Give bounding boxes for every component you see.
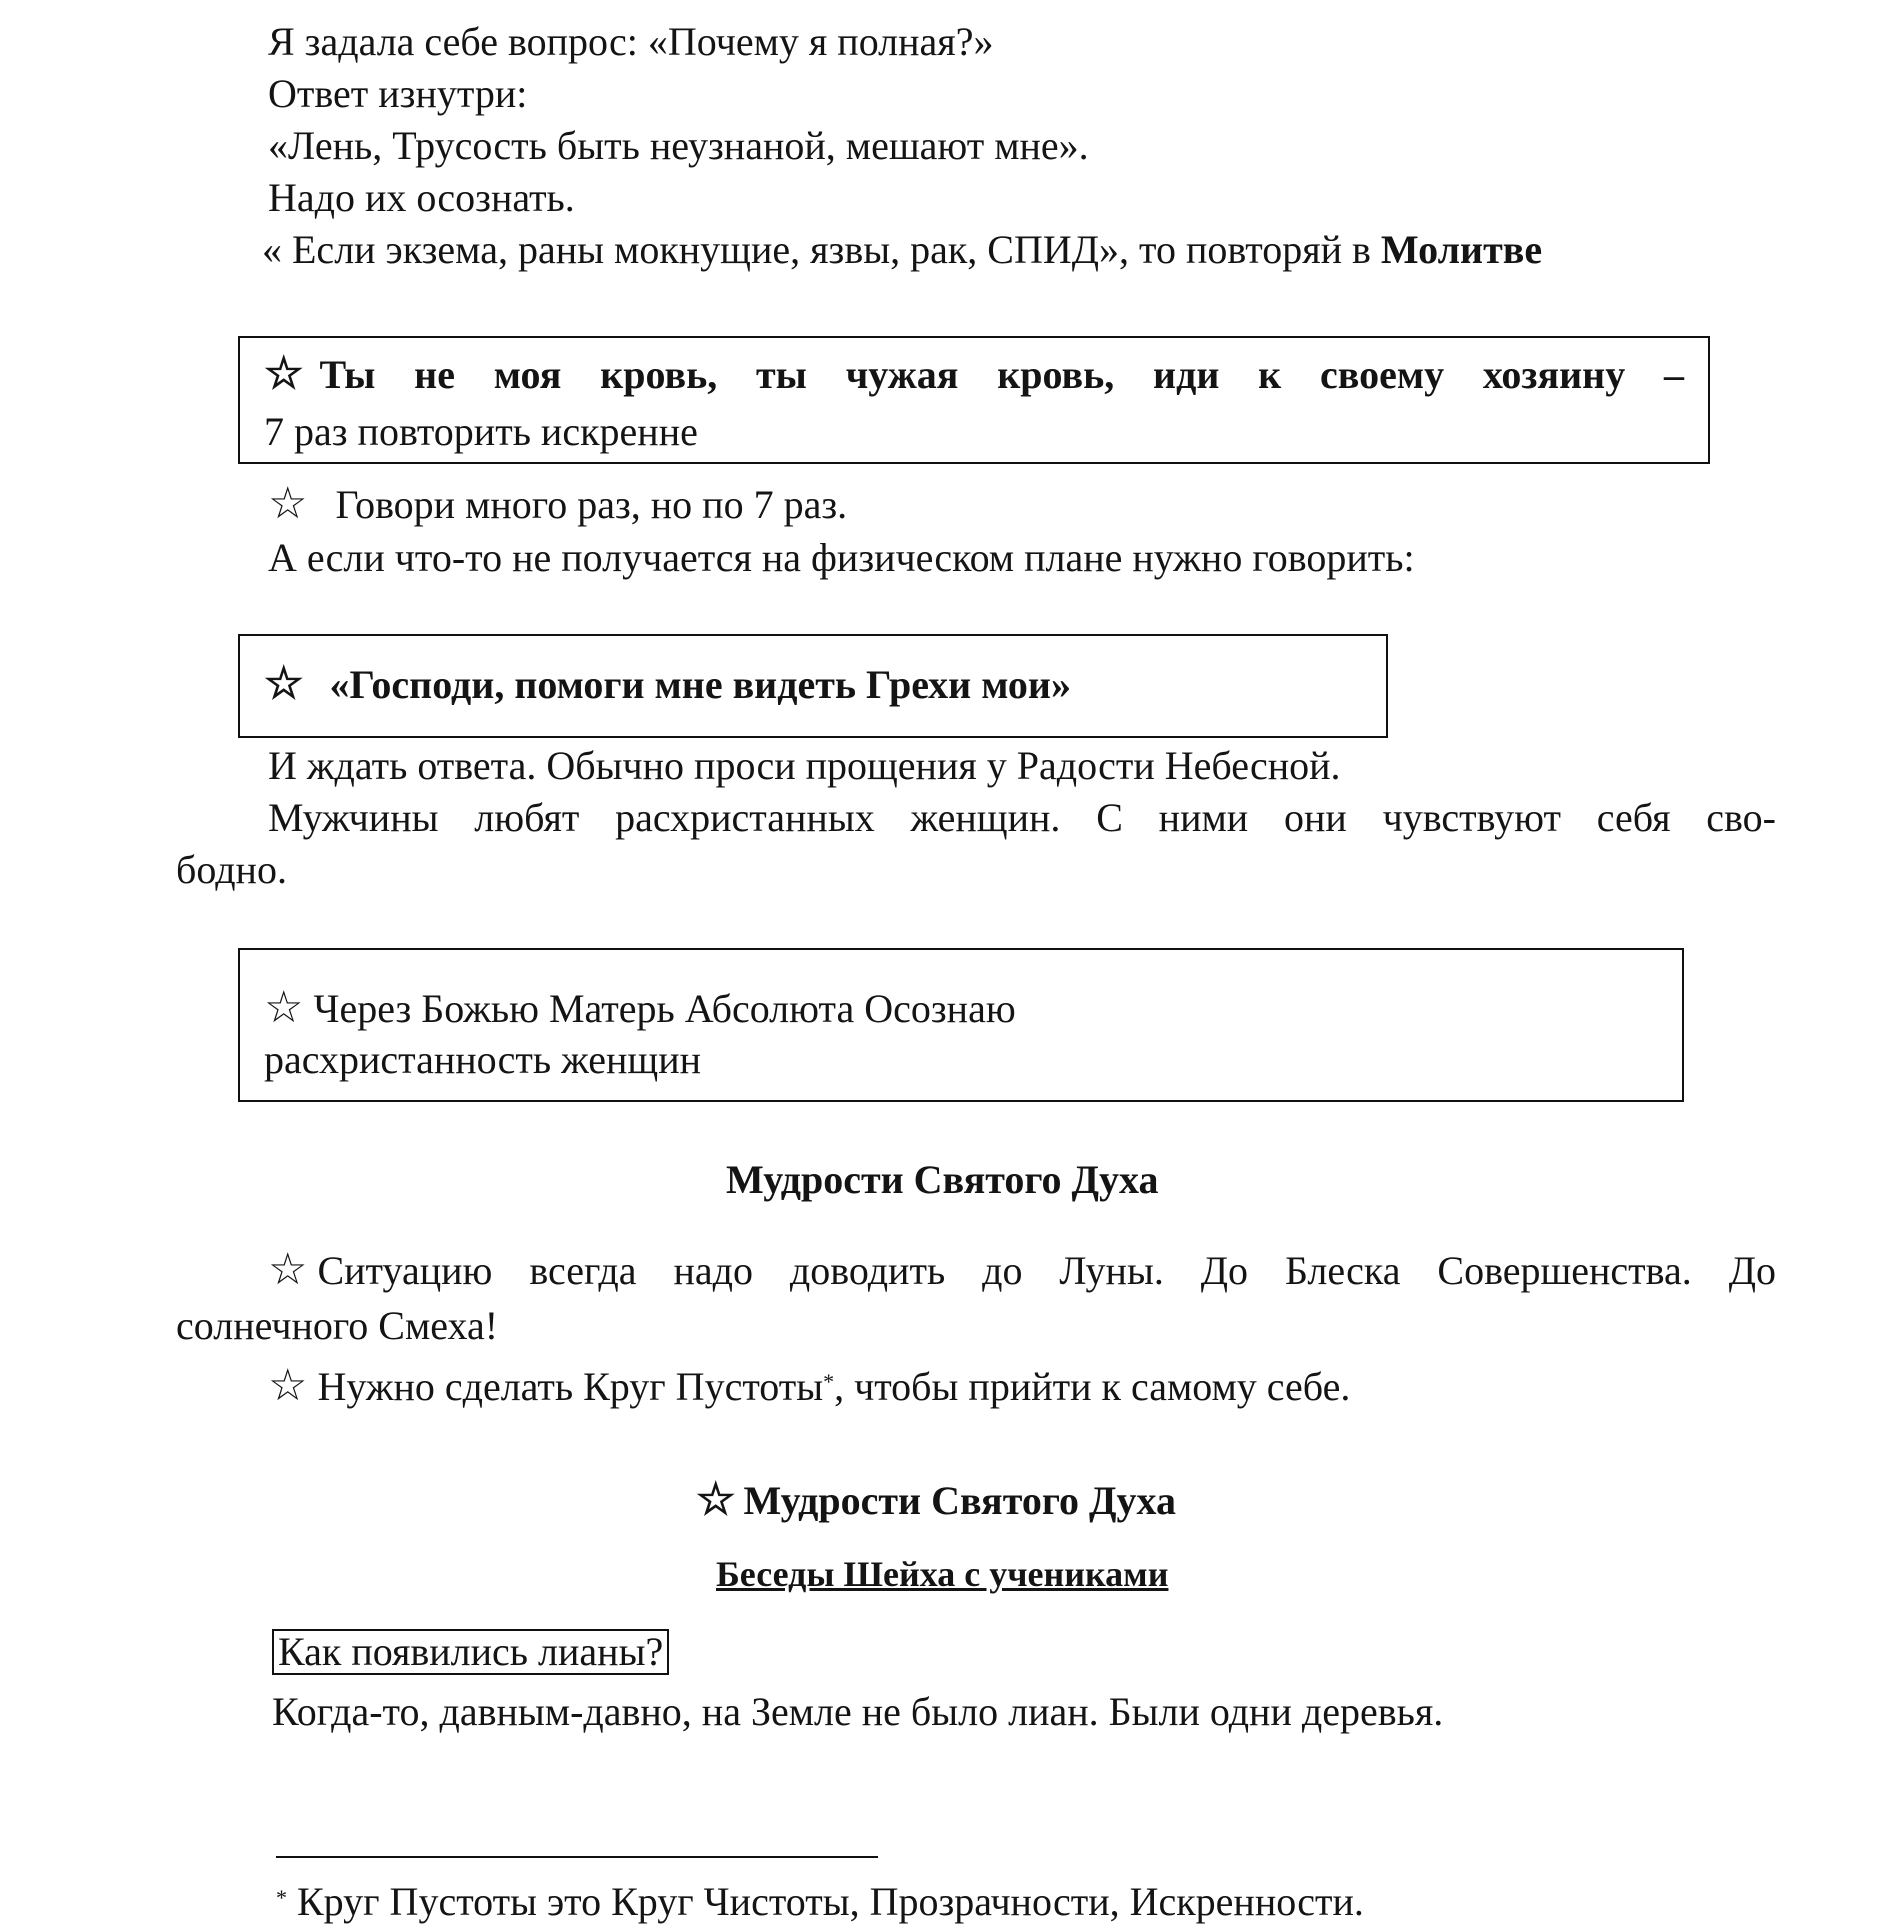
prayer-box-1-line-2: 7 раз повторить искренне bbox=[264, 409, 698, 454]
intro-line-5 bbox=[262, 226, 1542, 274]
after-box-1-line-2: А если что-то не получается на физическом плане нужно говорить: bbox=[268, 535, 1415, 580]
section-1-para-2-text: Нужно сделать Круг Пустоты bbox=[317, 1364, 824, 1409]
section-heading-2-text: Мудрости Святого Духа bbox=[743, 1478, 1176, 1523]
star-icon: ☆ bbox=[264, 983, 304, 1032]
question-box: Как появились лианы? bbox=[272, 1629, 669, 1675]
prayer-box-3 bbox=[238, 948, 1684, 1102]
intro-line-1: Я задала себе вопрос: «Почему я полная?» bbox=[268, 19, 994, 64]
answer-line: Когда-то, давным-давно, на Земле не было лиан. Были одни деревья. bbox=[272, 1689, 1444, 1734]
section-1-para-1-line-1 bbox=[268, 1246, 1776, 1295]
section-1-para-1-line-2: солнечного Смеха! bbox=[176, 1303, 499, 1348]
prayer-box-2-text: «Господи, помоги мне видеть Грехи мои» bbox=[329, 662, 1071, 707]
footnote-reference: * bbox=[823, 1369, 835, 1394]
star-icon: ☆ bbox=[268, 479, 308, 528]
prayer-box-3-line-2: расхристанность женщин bbox=[264, 1037, 702, 1082]
after-box-2-line-3: бодно. bbox=[176, 847, 287, 892]
footnote-text: Круг Пустоты это Круг Чистоты, Прозрачности, Искренности. bbox=[297, 1879, 1364, 1924]
prayer-box-1 bbox=[238, 336, 1710, 464]
intro-line-5-text: « Если экзема, раны мокнущие, язвы, рак, СПИД», то повторяй в bbox=[262, 227, 1381, 272]
intro-line-3: «Лень, Трусость быть неузнаной, мешают мне». bbox=[268, 123, 1089, 168]
footnote-mark: * bbox=[276, 1885, 287, 1910]
section-1-para-2-suffix: , чтобы прийти к самому себе. bbox=[834, 1364, 1351, 1409]
after-box-1-text: Говори много раз, но по 7 раз. bbox=[335, 482, 848, 527]
intro-line-5-bold: Молитве bbox=[1380, 227, 1543, 272]
after-box-1-line-1 bbox=[268, 480, 847, 529]
prayer-box-1-text: Ты не моя кровь, ты чужая кровь, иди к своему хозяину – bbox=[319, 352, 1684, 397]
section-heading-2 bbox=[696, 1476, 1176, 1525]
section-1-para-2 bbox=[268, 1362, 1350, 1411]
star-icon: ☆ bbox=[264, 349, 304, 398]
prayer-box-3-text: Через Божью Матерь Абсолюта Осознаю bbox=[313, 986, 1016, 1031]
prayer-box-3-line-1 bbox=[264, 984, 1016, 1033]
intro-line-2: Ответ изнутри: bbox=[268, 71, 528, 116]
after-box-2-line-1: И ждать ответа. Обычно проси прощения у Радости Небесной. bbox=[268, 743, 1341, 788]
section-heading-1: Мудрости Святого Духа bbox=[726, 1157, 1159, 1202]
question-line bbox=[272, 1628, 669, 1676]
star-icon: ☆ bbox=[264, 659, 304, 708]
footnote-separator bbox=[276, 1856, 878, 1858]
prayer-box-1-bold-line bbox=[264, 350, 1684, 399]
prayer-box-2 bbox=[238, 634, 1388, 738]
star-icon: ☆ bbox=[696, 1475, 736, 1524]
section-1-para-1-text: Ситуацию всегда надо доводить до Луны. До Блеска Совершенства. До bbox=[317, 1248, 1776, 1293]
intro-line-4: Надо их осознать. bbox=[268, 175, 575, 220]
after-box-2-line-2: Мужчины любят расхристанных женщин. С ними они чувствуют себя сво- bbox=[268, 795, 1776, 840]
star-icon: ☆ bbox=[268, 1245, 308, 1294]
star-icon: ☆ bbox=[268, 1361, 308, 1410]
footnote bbox=[276, 1878, 1364, 1926]
prayer-box-2-line bbox=[264, 660, 1071, 709]
section-subheading: Беседы Шейха с учениками bbox=[716, 1554, 1169, 1594]
